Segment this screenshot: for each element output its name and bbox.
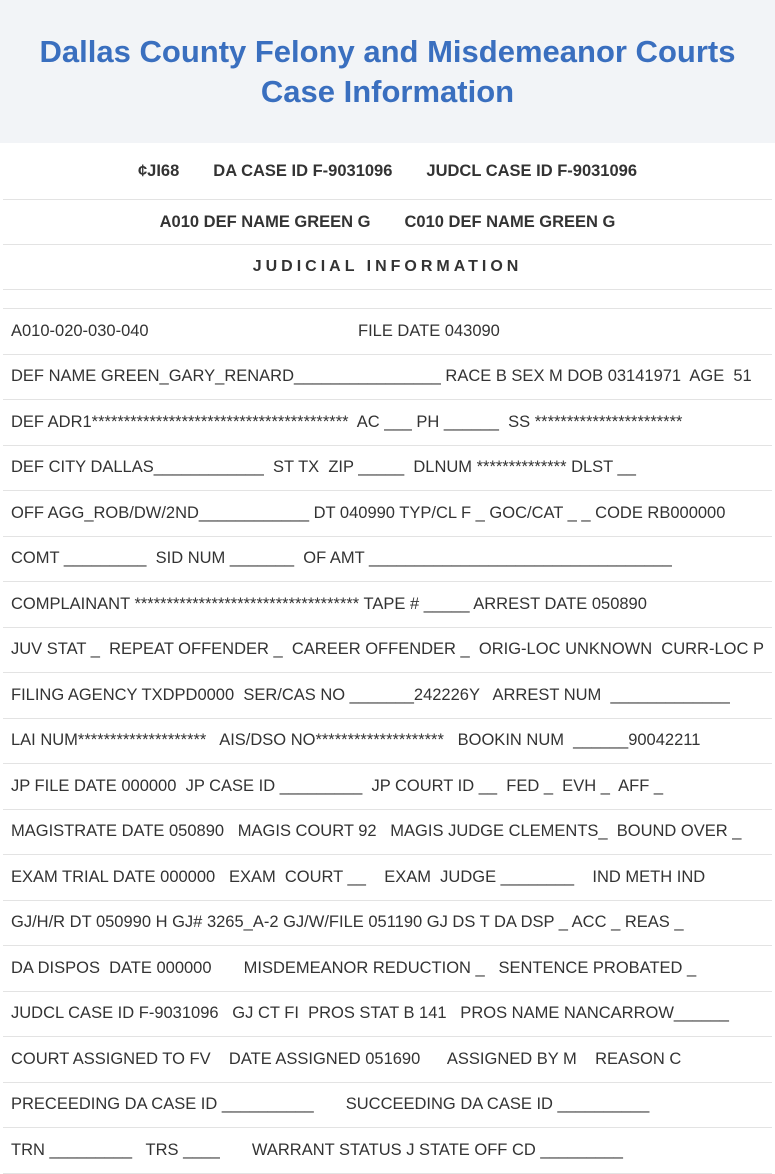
record-id: A010-020-030-040 <box>11 321 149 340</box>
record-line-19: TRN _________ TRS ____ WARRANT STATUS J STATE OFF CD _________ <box>3 1128 772 1174</box>
record-line-08: JUV STAT _ REPEAT OFFENDER _ CAREER OFFENDER _ ORIG-LOC UNKNOWN CURR-LOC P <box>3 628 772 674</box>
record-line-15: DA DISPOS DATE 000000 MISDEMEANOR REDUCTION _ SENTENCE PROBATED _ <box>3 946 772 992</box>
record-line-12: MAGISTRATE DATE 050890 MAGIS COURT 92 MAGIS JUDGE CLEMENTS_ BOUND OVER _ <box>3 810 772 856</box>
case-code: ¢JI68 <box>137 161 180 180</box>
record-line-07: COMPLAINANT *********************************** TAPE # _____ ARREST DATE 050890 <box>3 582 772 628</box>
record-line-06: COMT _________ SID NUM _______ OF AMT _________________________________ <box>3 537 772 583</box>
file-date: FILE DATE 043090 <box>358 321 500 340</box>
record-line-01 <box>3 309 772 355</box>
c010-def-name: C010 DEF NAME GREEN G <box>404 212 616 231</box>
case-info-table <box>3 143 772 1174</box>
record-line-09: FILING AGENCY TXDPD0000 SER/CAS NO _______242226Y ARREST NUM _____________ <box>3 673 772 719</box>
page-header <box>0 0 775 143</box>
def-names-row <box>3 200 772 245</box>
section-title-row <box>3 245 772 290</box>
a010-def-name: A010 DEF NAME GREEN G <box>159 212 371 231</box>
title-line-2: Case Information <box>260 73 515 109</box>
record-line-17: COURT ASSIGNED TO FV DATE ASSIGNED 051690 ASSIGNED BY M REASON C <box>3 1037 772 1083</box>
section-title: JUDICIAL INFORMATION <box>252 258 523 275</box>
record-line-05: OFF AGG_ROB/DW/2ND____________ DT 040990 TYP/CL F _ GOC/CAT _ _ CODE RB000000 <box>3 491 772 537</box>
case-ids-row <box>3 143 772 200</box>
record-line-02: DEF NAME GREEN_GARY_RENARD________________ RACE B SEX M DOB 03141971 AGE 51 <box>3 355 772 401</box>
title-line-1: Dallas County Felony and Misdemeanor Courts <box>39 33 736 69</box>
record-line-18: PRECEEDING DA CASE ID __________ SUCCEEDING DA CASE ID __________ <box>3 1083 772 1129</box>
spacer-row <box>3 290 772 309</box>
record-line-04: DEF CITY DALLAS____________ ST TX ZIP _____ DLNUM ************** DLST __ <box>3 446 772 492</box>
record-line-16: JUDCL CASE ID F-9031096 GJ CT FI PROS STAT B 141 PROS NAME NANCARROW______ <box>3 992 772 1038</box>
record-line-13: EXAM TRIAL DATE 000000 EXAM COURT __ EXAM JUDGE ________ IND METH IND <box>3 855 772 901</box>
judcl-case-id: JUDCL CASE ID F-9031096 <box>426 161 638 180</box>
record-line-14: GJ/H/R DT 050990 H GJ# 3265_A-2 GJ/W/FILE 051190 GJ DS T DA DSP _ ACC _ REAS _ <box>3 901 772 947</box>
record-line-03: DEF ADR1**************************************** AC ___ PH ______ SS *********************** <box>3 400 772 446</box>
record-line-11: JP FILE DATE 000000 JP CASE ID _________ JP COURT ID __ FED _ EVH _ AFF _ <box>3 764 772 810</box>
record-line-10: LAI NUM******************** AIS/DSO NO******************** BOOKIN NUM ______90042211 <box>3 719 772 765</box>
page-title <box>40 32 736 112</box>
da-case-id: DA CASE ID F-9031096 <box>213 161 393 180</box>
